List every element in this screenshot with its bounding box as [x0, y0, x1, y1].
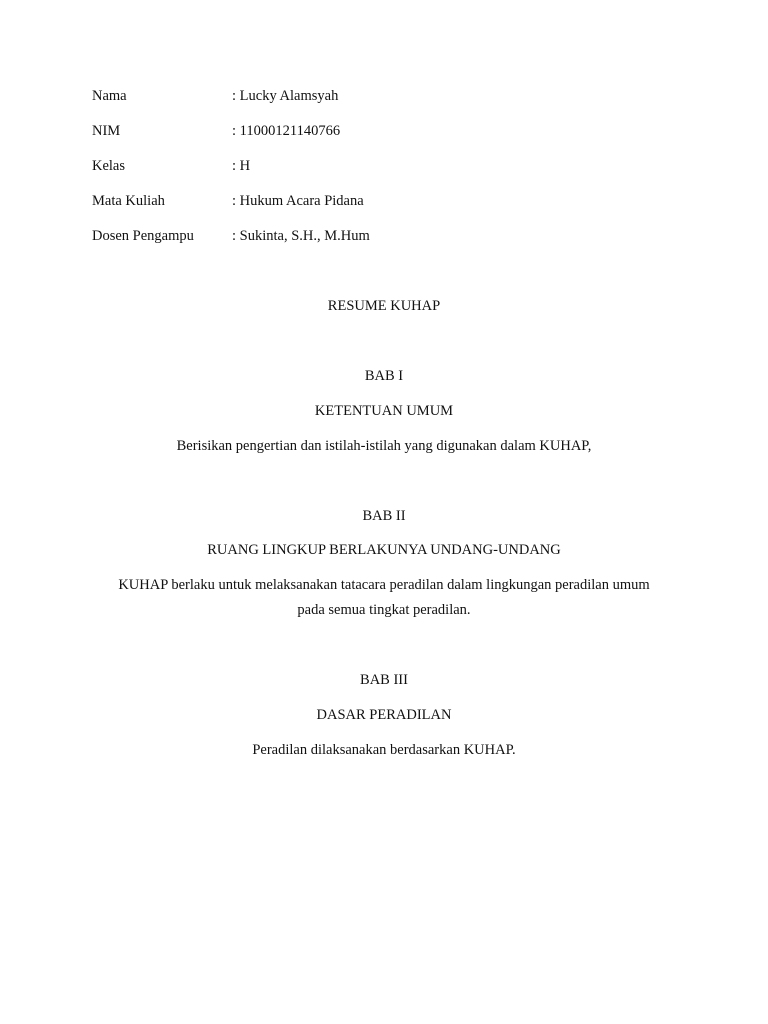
- info-label: NIM: [92, 123, 121, 139]
- info-value: : 11000121140766: [232, 123, 341, 139]
- chapter-body-line-2: pada semua tingkat peradilan.: [297, 602, 471, 618]
- info-row-kelas: [92, 156, 692, 191]
- info-value: : H: [232, 158, 251, 174]
- info-label: Mata Kuliah: [92, 193, 165, 209]
- chapter-body: Peradilan dilaksanakan berdasarkan KUHAP.: [252, 742, 516, 758]
- chapter-number: BAB III: [360, 672, 408, 688]
- chapter-number: BAB I: [364, 368, 404, 384]
- document-title: RESUME KUHAP: [327, 298, 441, 314]
- student-info: [92, 86, 692, 261]
- info-label: Nama: [92, 88, 127, 104]
- info-row-mata-kuliah: [92, 191, 692, 226]
- chapter-heading: KETENTUAN UMUM: [314, 403, 454, 419]
- info-label: Kelas: [92, 158, 126, 174]
- info-label: Dosen Pengampu: [92, 228, 194, 244]
- info-row-dosen-pengampu: [92, 226, 692, 261]
- chapter-body-line-1: KUHAP berlaku untuk melaksanakan tatacara peradilan dalam lingkungan peradilan umum: [118, 577, 650, 593]
- chapter-heading: RUANG LINGKUP BERLAKUNYA UNDANG-UNDANG: [207, 542, 561, 558]
- info-row-nim: [92, 121, 692, 156]
- info-value: : Lucky Alamsyah: [232, 88, 339, 104]
- info-value: : Hukum Acara Pidana: [232, 193, 364, 209]
- info-value: : Sukinta, S.H., M.Hum: [232, 228, 370, 244]
- chapter-number: BAB II: [362, 508, 406, 524]
- chapter-heading: DASAR PERADILAN: [316, 707, 452, 723]
- info-row-nama: [92, 86, 692, 121]
- chapter-body: Berisikan pengertian dan istilah-istilah yang digunakan dalam KUHAP,: [176, 438, 592, 454]
